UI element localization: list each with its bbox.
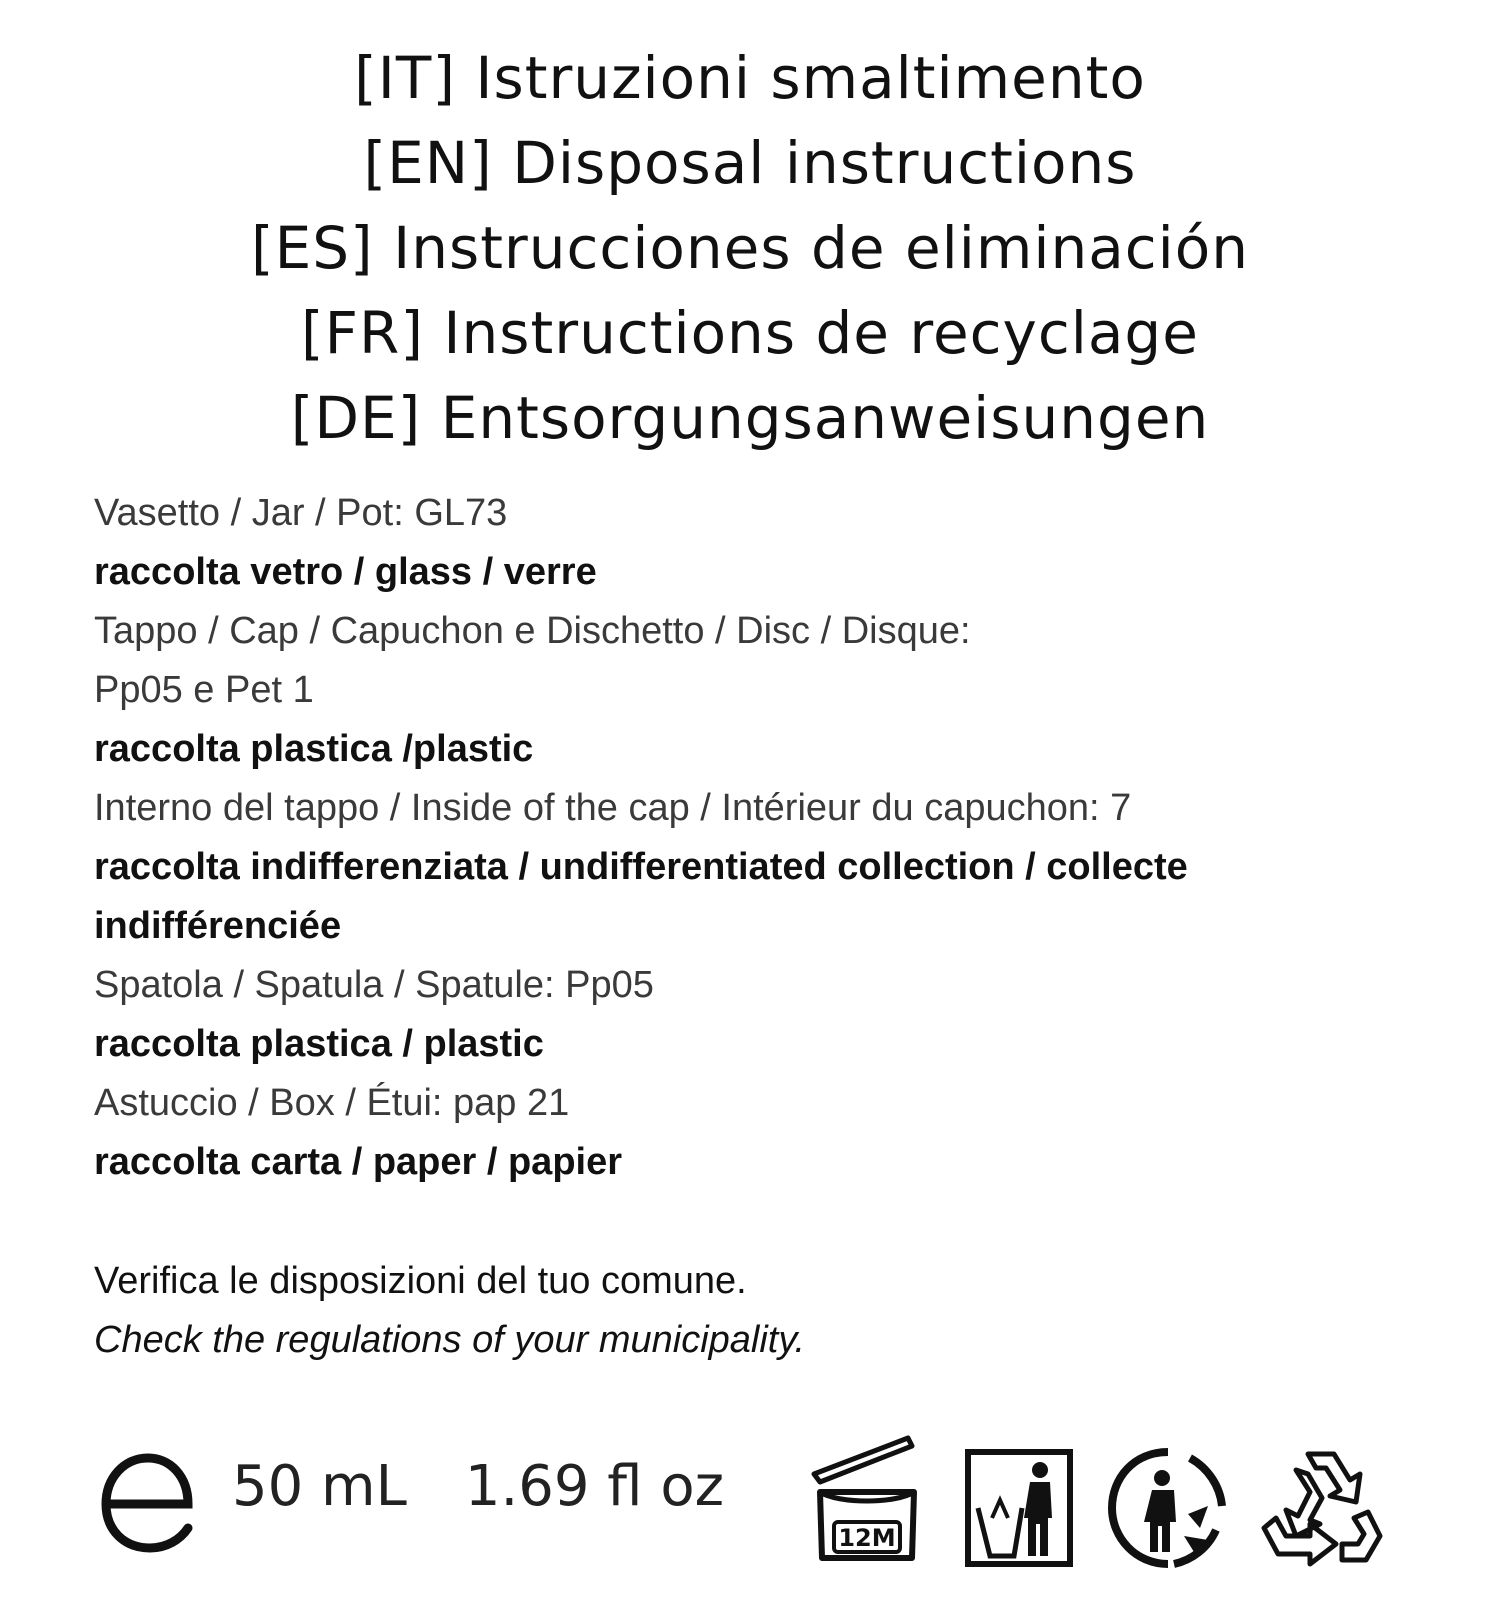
spatula-label: Spatola / Spatula / Spatule: Pp05 bbox=[94, 964, 654, 1006]
note-it: Verifica le disposizioni del tuo comune. bbox=[94, 1260, 747, 1302]
estimated-e-mark-icon bbox=[96, 1446, 202, 1556]
title-es: [ES] Instrucciones de eliminación bbox=[250, 214, 1250, 282]
box-bin: raccolta carta / paper / papier bbox=[94, 1141, 623, 1183]
cap-bin: raccolta plastica /plastic bbox=[94, 728, 534, 770]
volume-ml: 50 mL bbox=[232, 1454, 407, 1519]
cap-label-2: Pp05 e Pet 1 bbox=[94, 669, 314, 711]
jar-bin: raccolta vetro / glass / verre bbox=[94, 551, 597, 593]
net-quantity bbox=[232, 1454, 782, 1519]
title-en: [EN] Disposal instructions bbox=[363, 129, 1137, 197]
inner-cap-bin: raccolta indifferenziata / undifferentiated collection / collecte indifférenciée bbox=[94, 846, 1188, 947]
pao-jar-icon bbox=[808, 1430, 926, 1578]
title-de: [DE] Entsorgungsanweisungen bbox=[290, 384, 1210, 452]
volume-floz: 1.69 fl oz bbox=[464, 1454, 725, 1519]
note-en: Check the regulations of your municipality. bbox=[94, 1319, 806, 1361]
recycle-arrows-icon bbox=[1256, 1440, 1386, 1572]
disposal-list bbox=[94, 484, 1434, 1192]
inner-cap-label: Interno del tappo / Inside of the cap / Intérieur du capuchon: 7 bbox=[94, 787, 1132, 829]
tidyman-recycle-icon bbox=[1104, 1444, 1230, 1572]
pao-label: 12M bbox=[838, 1524, 896, 1552]
footer-symbols bbox=[0, 1430, 1500, 1590]
municipality-note bbox=[94, 1252, 805, 1370]
box-label: Astuccio / Box / Étui: pap 21 bbox=[94, 1082, 570, 1124]
title-it: [IT] Istruzioni smaltimento bbox=[354, 44, 1146, 112]
cap-label-1: Tappo / Cap / Capuchon e Dischetto / Disc / Disque: bbox=[94, 610, 971, 652]
title-fr: [FR] Instructions de recyclage bbox=[301, 299, 1199, 367]
title-block bbox=[0, 36, 1500, 461]
jar-label: Vasetto / Jar / Pot: GL73 bbox=[94, 492, 508, 534]
spatula-bin: raccolta plastica / plastic bbox=[94, 1023, 544, 1065]
tidyman-bin-icon bbox=[964, 1448, 1074, 1568]
